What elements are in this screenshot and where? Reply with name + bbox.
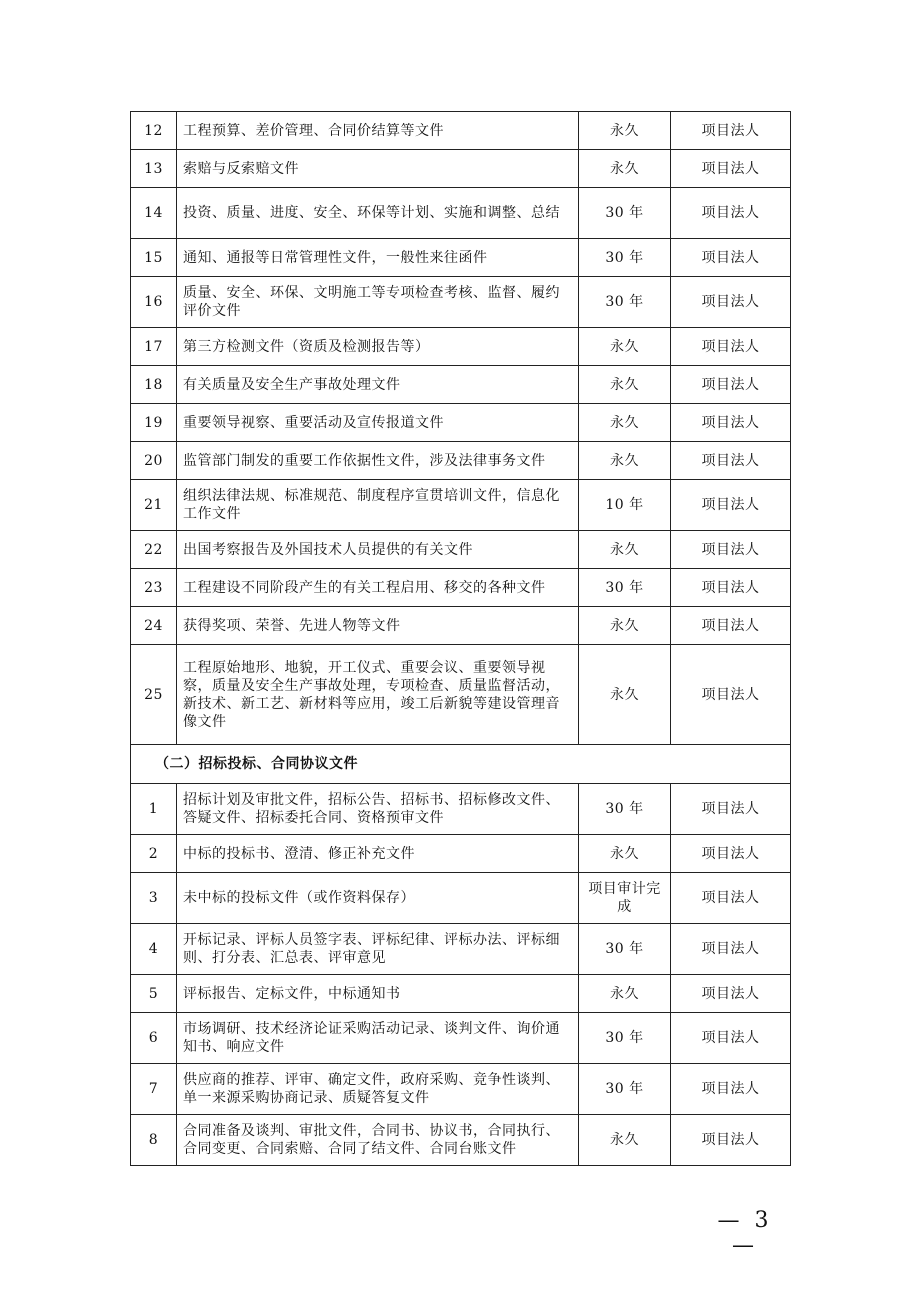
table-row xyxy=(131,366,791,404)
retention-period: 项目审计完成 xyxy=(579,873,671,924)
row-number: 4 xyxy=(131,924,177,975)
records-retention-table xyxy=(130,111,791,1166)
custodian: 项目法人 xyxy=(671,975,791,1013)
row-number: 23 xyxy=(131,569,177,607)
custodian: 项目法人 xyxy=(671,366,791,404)
row-description: 有关质量及安全生产事故处理文件 xyxy=(177,366,579,404)
page-number: — 3 — xyxy=(717,1208,773,1258)
table-row xyxy=(131,924,791,975)
retention-period: 永久 xyxy=(579,531,671,569)
custodian: 项目法人 xyxy=(671,1115,791,1166)
retention-period: 永久 xyxy=(579,150,671,188)
row-number: 20 xyxy=(131,442,177,480)
row-description: 组织法律法规、标准规范、制度程序宣贯培训文件，信息化工作文件 xyxy=(177,480,579,531)
retention-period: 永久 xyxy=(579,366,671,404)
table-row xyxy=(131,975,791,1013)
retention-period: 永久 xyxy=(579,404,671,442)
row-number: 18 xyxy=(131,366,177,404)
row-number: 21 xyxy=(131,480,177,531)
custodian: 项目法人 xyxy=(671,1064,791,1115)
custodian: 项目法人 xyxy=(671,873,791,924)
custodian: 项目法人 xyxy=(671,277,791,328)
table-row xyxy=(131,1115,791,1166)
table-row xyxy=(131,277,791,328)
row-number: 8 xyxy=(131,1115,177,1166)
section-header-row xyxy=(131,745,791,784)
custodian: 项目法人 xyxy=(671,1013,791,1064)
row-description: 索赔与反索赔文件 xyxy=(177,150,579,188)
table-row xyxy=(131,784,791,835)
row-description: 第三方检测文件（资质及检测报告等） xyxy=(177,328,579,366)
table-row xyxy=(131,112,791,150)
retention-period: 永久 xyxy=(579,645,671,745)
row-number: 16 xyxy=(131,277,177,328)
custodian: 项目法人 xyxy=(671,480,791,531)
row-description: 供应商的推荐、评审、确定文件，政府采购、竞争性谈判、单一来源采购协商记录、质疑答复文件 xyxy=(177,1064,579,1115)
custodian: 项目法人 xyxy=(671,924,791,975)
custodian: 项目法人 xyxy=(671,531,791,569)
table-row xyxy=(131,239,791,277)
row-number: 14 xyxy=(131,188,177,239)
row-number: 6 xyxy=(131,1013,177,1064)
retention-period: 30 年 xyxy=(579,1064,671,1115)
row-number: 5 xyxy=(131,975,177,1013)
table-row xyxy=(131,480,791,531)
table-row xyxy=(131,835,791,873)
table-row xyxy=(131,328,791,366)
table-row xyxy=(131,873,791,924)
custodian: 项目法人 xyxy=(671,607,791,645)
retention-period: 10 年 xyxy=(579,480,671,531)
row-description: 获得奖项、荣誉、先进人物等文件 xyxy=(177,607,579,645)
row-number: 19 xyxy=(131,404,177,442)
row-number: 1 xyxy=(131,784,177,835)
retention-period: 30 年 xyxy=(579,784,671,835)
row-description: 质量、安全、环保、文明施工等专项检查考核、监督、履约评价文件 xyxy=(177,277,579,328)
custodian: 项目法人 xyxy=(671,112,791,150)
row-number: 15 xyxy=(131,239,177,277)
row-number: 12 xyxy=(131,112,177,150)
retention-period: 30 年 xyxy=(579,1013,671,1064)
retention-period: 永久 xyxy=(579,112,671,150)
row-description: 出国考察报告及外国技术人员提供的有关文件 xyxy=(177,531,579,569)
row-description: 工程原始地形、地貌，开工仪式、重要会议、重要领导视察，质量及安全生产事故处理，专项检查、质量监督活动，新技术、新工艺、新材料等应用，竣工后新貌等建设管理音像文件 xyxy=(177,645,579,745)
custodian: 项目法人 xyxy=(671,188,791,239)
row-number: 22 xyxy=(131,531,177,569)
custodian: 项目法人 xyxy=(671,442,791,480)
table-row xyxy=(131,531,791,569)
row-description: 监管部门制发的重要工作依据性文件，涉及法律事务文件 xyxy=(177,442,579,480)
row-description: 通知、通报等日常管理性文件，一般性来往函件 xyxy=(177,239,579,277)
row-description: 未中标的投标文件（或作资料保存） xyxy=(177,873,579,924)
table-row xyxy=(131,607,791,645)
row-description: 投资、质量、进度、安全、环保等计划、实施和调整、总结 xyxy=(177,188,579,239)
retention-period: 永久 xyxy=(579,835,671,873)
custodian: 项目法人 xyxy=(671,328,791,366)
row-description: 合同准备及谈判、审批文件，合同书、协议书，合同执行、合同变更、合同索赔、合同了结文件、合同台账文件 xyxy=(177,1115,579,1166)
row-description: 中标的投标书、澄清、修正补充文件 xyxy=(177,835,579,873)
row-number: 2 xyxy=(131,835,177,873)
row-description: 招标计划及审批文件，招标公告、招标书、招标修改文件、答疑文件、招标委托合同、资格预审文件 xyxy=(177,784,579,835)
table-row xyxy=(131,188,791,239)
custodian: 项目法人 xyxy=(671,835,791,873)
retention-period: 永久 xyxy=(579,442,671,480)
custodian: 项目法人 xyxy=(671,645,791,745)
custodian: 项目法人 xyxy=(671,404,791,442)
table-row xyxy=(131,569,791,607)
row-description: 重要领导视察、重要活动及宣传报道文件 xyxy=(177,404,579,442)
retention-period: 30 年 xyxy=(579,188,671,239)
row-number: 13 xyxy=(131,150,177,188)
retention-period: 30 年 xyxy=(579,569,671,607)
row-description: 工程预算、差价管理、合同价结算等文件 xyxy=(177,112,579,150)
row-description: 评标报告、定标文件，中标通知书 xyxy=(177,975,579,1013)
retention-period: 永久 xyxy=(579,607,671,645)
table-row xyxy=(131,1064,791,1115)
row-number: 3 xyxy=(131,873,177,924)
table-row xyxy=(131,150,791,188)
retention-period: 30 年 xyxy=(579,924,671,975)
section-title: （二）招标投标、合同协议文件 xyxy=(131,745,791,784)
row-description: 开标记录、评标人员签字表、评标纪律、评标办法、评标细则、打分表、汇总表、评审意见 xyxy=(177,924,579,975)
table-row xyxy=(131,404,791,442)
table-row xyxy=(131,645,791,745)
retention-period: 永久 xyxy=(579,1115,671,1166)
row-number: 24 xyxy=(131,607,177,645)
custodian: 项目法人 xyxy=(671,239,791,277)
custodian: 项目法人 xyxy=(671,150,791,188)
row-description: 工程建设不同阶段产生的有关工程启用、移交的各种文件 xyxy=(177,569,579,607)
table-row xyxy=(131,1013,791,1064)
retention-period: 30 年 xyxy=(579,277,671,328)
custodian: 项目法人 xyxy=(671,569,791,607)
retention-period: 永久 xyxy=(579,328,671,366)
row-description: 市场调研、技术经济论证采购活动记录、谈判文件、询价通知书、响应文件 xyxy=(177,1013,579,1064)
custodian: 项目法人 xyxy=(671,784,791,835)
row-number: 7 xyxy=(131,1064,177,1115)
row-number: 17 xyxy=(131,328,177,366)
retention-period: 永久 xyxy=(579,975,671,1013)
table-row xyxy=(131,442,791,480)
row-number: 25 xyxy=(131,645,177,745)
retention-period: 30 年 xyxy=(579,239,671,277)
